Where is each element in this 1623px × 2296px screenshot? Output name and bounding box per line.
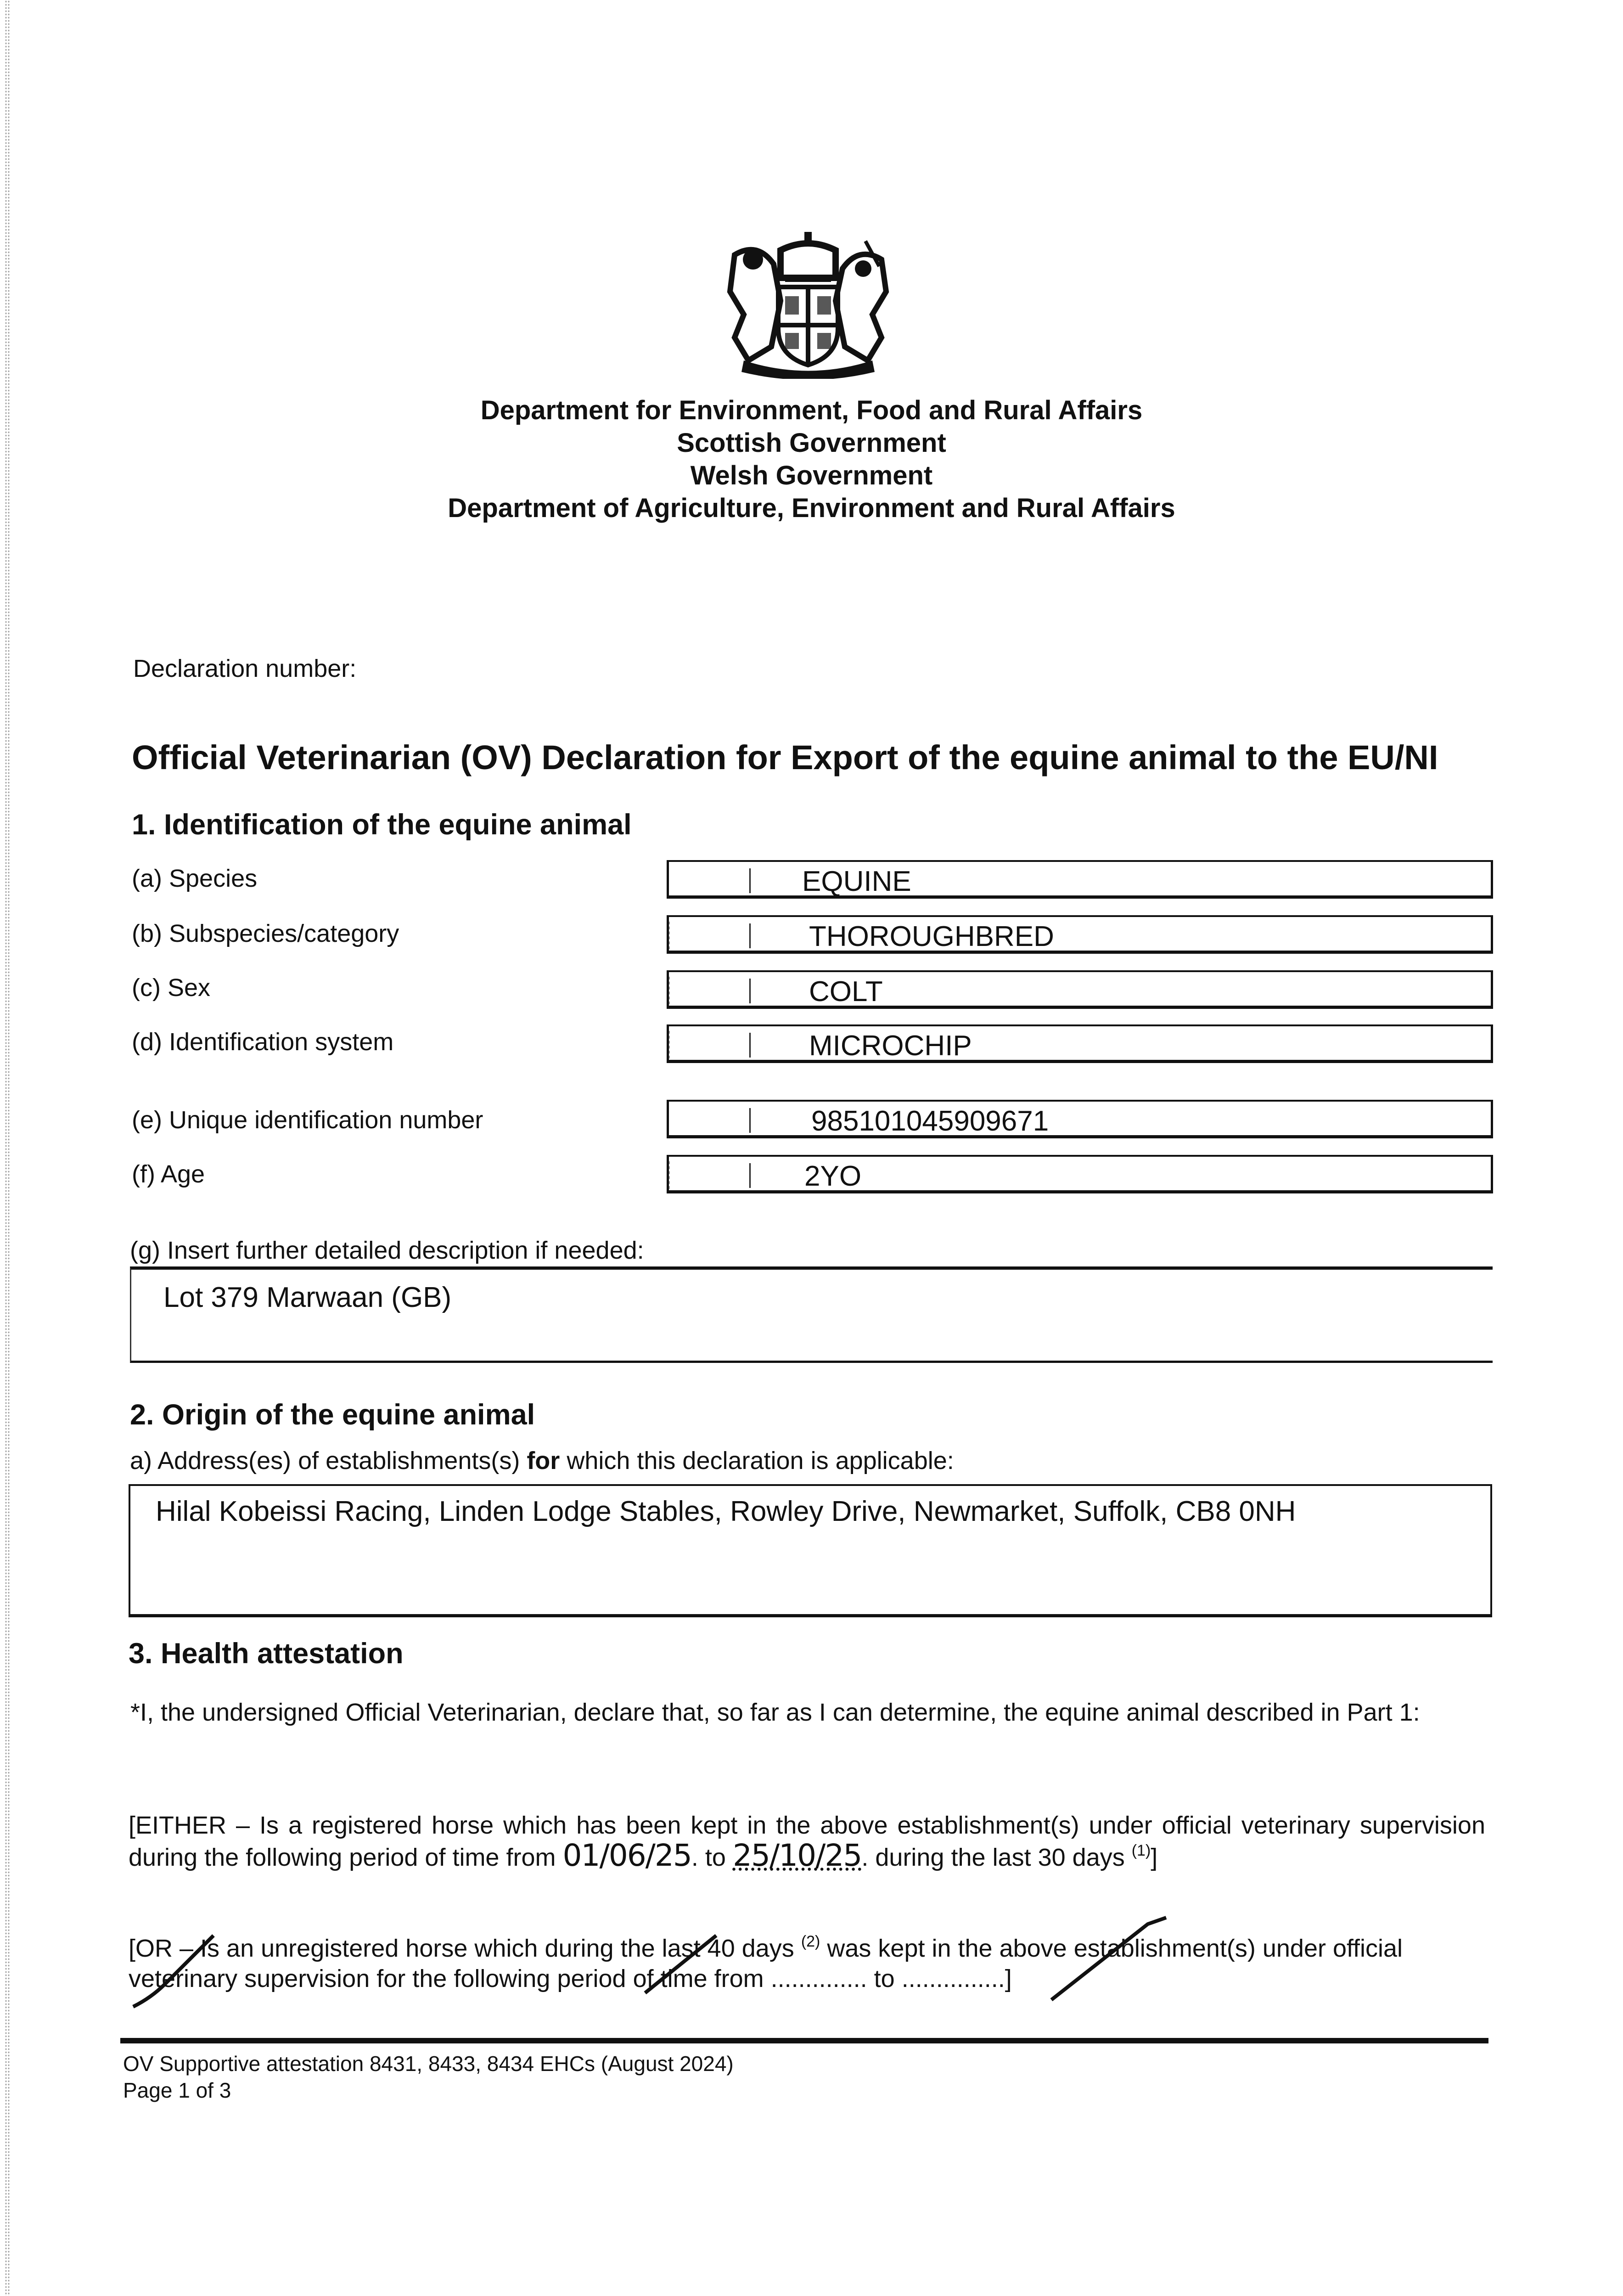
species-value: EQUINE: [802, 866, 911, 897]
field-divider: [749, 923, 751, 948]
agency-scottish-government: Scottish Government: [677, 428, 946, 458]
footer: [123, 2050, 734, 2104]
age-label: (f) Age: [132, 1160, 205, 1188]
field-divider: [749, 979, 751, 1003]
identification-system-label: (d) Identification system: [132, 1028, 394, 1056]
attestation-either-clause: [EITHER – Is a registered horse which has been kept in the above establishment(s) under official veterinary supervision during the following period of time from 01/06/25. to 25/10/25. during the last 30 days $^{(1)}$]: [129, 1812, 1485, 1873]
unique-id-field[interactable]: [667, 1100, 1493, 1138]
description-field[interactable]: [130, 1266, 1493, 1363]
sex-label: (c) Sex: [132, 974, 211, 1002]
attestation-intro: *I, the undersigned Official Veterinarian, declare that, so far as I can determine, the equine animal described in Part 1:: [130, 1699, 1420, 1726]
field-divider: [749, 1163, 751, 1188]
subspecies-field[interactable]: [667, 915, 1493, 954]
species-field[interactable]: [667, 860, 1493, 899]
age-field[interactable]: [667, 1155, 1493, 1193]
establishment-address-value: Hilal Kobeissi Racing, Linden Lodge Stables, Rowley Drive, Newmarket, Suffolk, CB8 0NH: [156, 1496, 1296, 1527]
royal-coat-of-arms-icon: [716, 223, 900, 379]
date-from-value[interactable]: 01/06/25: [562, 1838, 691, 1873]
attestation-or-clause-struck: [OR – Is an unregistered horse which during the last 40 days $^{(2)}$ was kept in the above establishment(s) under official veterinary supervision for the following period of time from .............. to ...............]: [129, 1933, 1403, 1992]
form-reference: OV Supportive attestation 8431, 8433, 8434 EHCs (August 2024): [123, 2052, 734, 2076]
identification-system-value: MICROCHIP: [809, 1030, 972, 1062]
section-1-heading: 1. Identification of the equine animal: [132, 809, 632, 841]
subspecies-value: THOROUGHBRED: [809, 921, 1054, 952]
agency-welsh-government: Welsh Government: [690, 461, 933, 490]
sex-field[interactable]: [667, 970, 1493, 1009]
establishment-address-field[interactable]: [129, 1484, 1492, 1617]
agency-defra: Department for Environment, Food and Rural Affairs: [480, 395, 1143, 425]
sex-value: COLT: [809, 976, 883, 1007]
section-2-heading: 2. Origin of the equine animal: [130, 1399, 535, 1431]
date-to-value[interactable]: 25/10/25: [732, 1838, 862, 1873]
agency-daera: Department of Agriculture, Environment and Rural Affairs: [448, 493, 1175, 523]
footer-divider: [120, 2038, 1488, 2043]
page-title: Official Veterinarian (OV) Declaration for Export of the equine animal to the EU/NI: [132, 738, 1438, 777]
declaration-number-label: Declaration number:: [133, 655, 357, 682]
age-value: 2YO: [804, 1160, 862, 1192]
address-label: a) Address(es) of establishments(s) for which this declaration is applicable:: [130, 1447, 954, 1474]
field-divider: [749, 1033, 751, 1058]
species-label: (a) Species: [132, 865, 258, 892]
field-left-mark: [669, 1031, 671, 1058]
description-value: Lot 379 Marwaan (GB): [163, 1282, 452, 1313]
page-number: Page 1 of 3: [123, 2078, 231, 2102]
description-label: (g) Insert further detailed description if needed:: [130, 1237, 644, 1264]
subspecies-label: (b) Subspecies/category: [132, 920, 399, 947]
scan-edge-artifact: [5, 0, 10, 2296]
field-left-mark: [669, 1161, 671, 1189]
field-left-mark: [669, 922, 671, 949]
section-3-heading: 3. Health attestation: [129, 1638, 404, 1670]
identification-system-field[interactable]: [667, 1024, 1493, 1063]
unique-id-label: (e) Unique identification number: [132, 1106, 483, 1134]
issuing-agencies: [0, 394, 1623, 524]
field-left-mark: [669, 977, 671, 1004]
field-divider: [749, 868, 751, 893]
unique-id-value: 985101045909671: [811, 1105, 1049, 1137]
field-divider: [749, 1108, 751, 1133]
